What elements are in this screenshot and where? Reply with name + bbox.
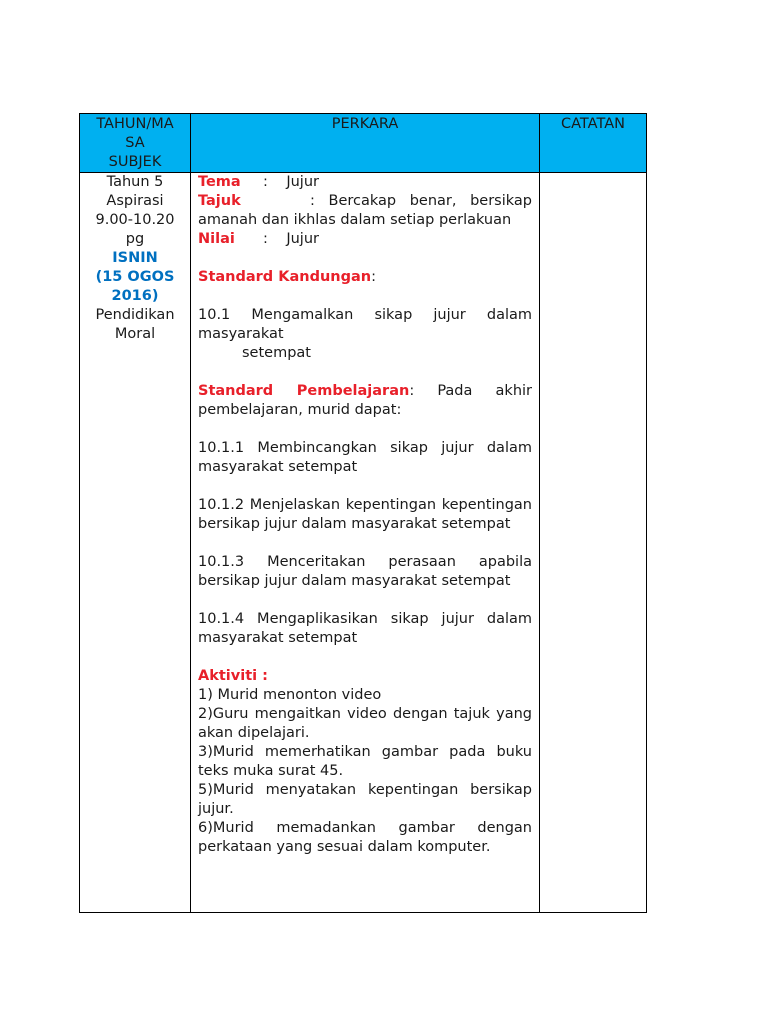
- sp-item: 10.1.1 Membincangkan sikap jujur dalam masyarakat setempat: [198, 440, 532, 475]
- sk-label: Standard Kandungan: [198, 269, 372, 285]
- catatan-cell: [540, 173, 647, 913]
- sp-label: Standard Pembelajaran: [198, 383, 410, 399]
- day: ISNIN: [112, 250, 158, 266]
- header-line: SUBJEK: [108, 154, 162, 170]
- class-name: Aspirasi: [106, 193, 164, 209]
- date-line-1: (15 OGOS: [95, 269, 175, 285]
- sk-text-2: setempat: [242, 345, 311, 361]
- nilai-value: : Jujur: [263, 231, 319, 247]
- aktiviti-item: 5)Murid menyatakan kepentingan bersikap jujur.: [198, 782, 532, 817]
- tajuk-label: Tajuk: [198, 193, 241, 209]
- standard-kandungan-heading: [198, 268, 532, 287]
- subject-line-2: Moral: [114, 326, 156, 342]
- perkara-cell: [191, 173, 540, 913]
- sp-item: 10.1.2 Menjelaskan kepentingan kepentingan bersikap jujur dalam masyarakat setempat: [198, 497, 532, 532]
- standard-pembelajaran: [198, 382, 532, 420]
- time-pg: pg: [125, 231, 145, 247]
- header-row: [80, 114, 647, 173]
- year: Tahun 5: [106, 174, 164, 190]
- date-line-2: 2016): [111, 288, 159, 304]
- aktiviti-item: 3)Murid memerhatikan gambar pada buku teks muka surat 45.: [198, 744, 532, 779]
- sk-text: 10.1 Mengamalkan sikap jujur dalam masyarakat: [198, 307, 532, 342]
- tema-line: [198, 173, 532, 192]
- lesson-plan-table: [79, 113, 647, 913]
- sp-item: 10.1.4 Mengaplikasikan sikap jujur dalam masyarakat setempat: [198, 611, 532, 646]
- sp-item: 10.1.3 Menceritakan perasaan apabila bersikap jujur dalam masyarakat setempat: [198, 554, 532, 589]
- tajuk-line: [198, 192, 532, 230]
- header-catatan: CATATAN: [540, 114, 647, 173]
- tema-label: Tema: [198, 174, 241, 190]
- tema-value: : Jujur: [263, 174, 319, 190]
- sp-intro: : Pada akhir pembelajaran, murid dapat:: [198, 383, 532, 418]
- header-tahun-masa-subjek: [80, 114, 191, 173]
- aktiviti-heading: Aktiviti :: [198, 668, 268, 684]
- time-subject-cell: [80, 173, 191, 913]
- nilai-label: Nilai: [198, 231, 235, 247]
- content-row: [80, 173, 647, 913]
- nilai-line: [198, 230, 532, 249]
- header-line: TAHUN/MA: [96, 116, 174, 132]
- sk-colon: :: [371, 269, 376, 285]
- subject-line-1: Pendidikan: [95, 307, 175, 323]
- tajuk-value: : Bercakap benar, bersikap amanah dan ikhlas dalam setiap perlakuan: [198, 193, 532, 228]
- header-perkara: PERKARA: [191, 114, 540, 173]
- time: 9.00-10.20: [95, 212, 175, 228]
- aktiviti-item: 1) Murid menonton video: [198, 687, 382, 703]
- header-line: SA: [125, 135, 145, 151]
- aktiviti-item: 2)Guru mengaitkan video dengan tajuk yang akan dipelajari.: [198, 706, 532, 741]
- aktiviti-item: 6)Murid memadankan gambar dengan perkataan yang sesuai dalam komputer.: [198, 820, 532, 855]
